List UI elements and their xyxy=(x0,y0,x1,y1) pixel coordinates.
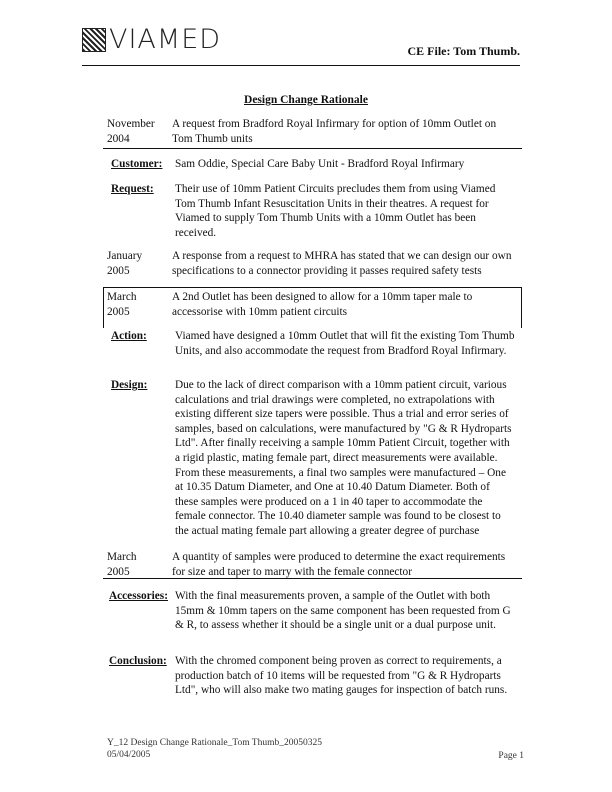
footer-filename: Y_12 Design Change Rationale_Tom Thumb_20050325 xyxy=(107,738,322,748)
footer-date: 05/04/2005 xyxy=(107,750,151,760)
entry-date: January 2005 xyxy=(107,250,143,277)
customer-text: Sam Oddie, Special Care Baby Unit - Bradford Royal Infirmary xyxy=(175,158,465,170)
conclusion-label: Conclusion: xyxy=(109,655,167,667)
action-text: Viamed have designed a 10mm Outlet that will fit the existing Tom Thumb Units, and also accommodate the request from Bradford Royal Infirmary. xyxy=(175,330,515,357)
entry-text: A request from Bradford Royal Infirmary for option of 10mm Outlet on Tom Thumb units xyxy=(172,118,497,145)
request-label: Request: xyxy=(111,183,154,195)
divider xyxy=(103,578,522,579)
logo-text: VIAMED xyxy=(109,23,222,55)
accessories-label: Accessories: xyxy=(109,590,168,602)
design-text: Due to the lack of direct comparison with a 10mm patient circuit, various calculations and trial drawings were completed, no extrapolations with existing different size tapers were possible. Thus a trial and error series of samples, based on calculations, were manufactured by "G & R Hydroparts Ltd". After finally receiving a sample 10mm Patient Circuit, together with a rigid plastic, mating female part, direct measurements were available. From these measurements, a final two samples were manufactured – One at 10.35 Datum Diameter, and One at 10.40 Datum Diameter. Both of these samples were produced on a 1 in 40 taper to accommodate the female connector. The 10.40 diameter sample was found to be closest to the actual mating female part allowing a greater degree of purchase xyxy=(175,379,512,537)
accessories-text: With the final measurements proven, a sample of the Outlet with both 15mm & 10mm tapers on the same component has been requested from G & R, to assess whether it should be a single unit or a dual purpose unit. xyxy=(175,590,511,632)
request-text: Their use of 10mm Patient Circuits precludes them from using Viamed Tom Thumb Infant Resuscitation Units in their theatres. A request for Viamed to supply Tom Thumb Units with a 10mm Outlet has been received. xyxy=(175,183,496,239)
entry-text: A quantity of samples were produced to determine the exact requirements for size and taper to marry with the female connector xyxy=(172,551,506,578)
entry-text: A 2nd Outlet has been designed to allow for a 10mm taper male to accessorise with 10mm patient circuits xyxy=(172,291,473,318)
divider xyxy=(103,148,522,149)
footer xyxy=(107,737,322,761)
design-label: Design: xyxy=(111,379,148,391)
entry-date: March 2005 xyxy=(107,291,137,318)
entry-date: November 2004 xyxy=(107,118,155,145)
viamed-logo xyxy=(82,23,222,55)
action-label: Action: xyxy=(111,330,147,342)
page-title: Design Change Rationale xyxy=(244,94,368,106)
conclusion-text: With the chromed component being proven as correct to requirements, a production batch of 10 items will be requested from "G & R Hydroparts Ltd", who will also make two mating gauges for inspection of batch runs. xyxy=(175,655,508,697)
entry-date: March 2005 xyxy=(107,551,137,578)
header-divider xyxy=(82,65,520,66)
entry-text: A response from a request to MHRA has stated that we can design our own specifications to a connector providing it passes required safety tests xyxy=(172,250,512,277)
page-number: Page 1 xyxy=(498,751,524,761)
logo-mark-icon xyxy=(82,28,106,52)
customer-label: Customer: xyxy=(111,158,163,170)
ce-file-label: CE File: Tom Thumb. xyxy=(407,44,520,58)
